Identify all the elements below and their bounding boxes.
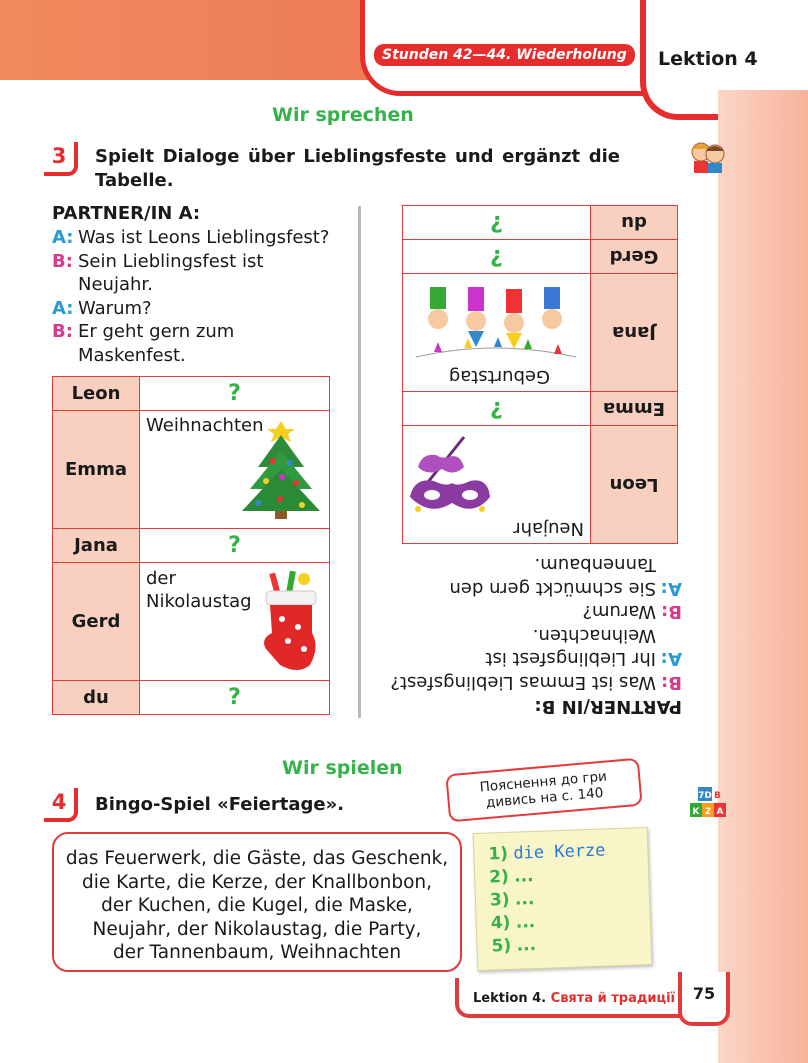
dialogue-line: B: Sein Lieblingsfest ist Neujahr. bbox=[52, 250, 264, 295]
exercise-number-4: 4 bbox=[44, 788, 78, 822]
name-cell: du bbox=[591, 206, 678, 240]
answer-text: Geburtstag bbox=[448, 366, 550, 387]
partner-b-table bbox=[402, 205, 678, 544]
bingo-line: 3) ... bbox=[489, 888, 535, 911]
partner-b-block bbox=[390, 202, 690, 718]
christmas-stocking-icon bbox=[258, 569, 328, 675]
word-line: der Tannenbaum, Weihnachten bbox=[112, 942, 402, 963]
page-number: 75 bbox=[678, 972, 730, 1026]
answer-cell bbox=[140, 563, 330, 681]
table-row bbox=[53, 681, 330, 715]
word-line: Neujahr, der Nikolaustag, die Party, bbox=[92, 918, 422, 940]
bingo-line: 4) ... bbox=[490, 911, 536, 934]
answer-cell bbox=[403, 426, 591, 544]
name-cell: Jana bbox=[591, 274, 678, 392]
svg-text:7D: 7D bbox=[698, 791, 712, 801]
letter-cubes-icon bbox=[688, 786, 728, 820]
svg-text:B: B bbox=[714, 791, 721, 801]
dialogue-line: A: Warum? bbox=[52, 297, 152, 319]
answer-cell[interactable]: ? bbox=[403, 206, 591, 240]
answer-text: der Nikolaustag bbox=[146, 568, 252, 612]
table-row bbox=[53, 411, 330, 529]
answer-cell bbox=[403, 274, 591, 392]
word-line: die Karte, die Kerze, der Knallbonbon, bbox=[81, 871, 433, 893]
footer-topic: Свята й традиції bbox=[550, 991, 676, 1006]
name-cell: Emma bbox=[53, 411, 140, 529]
answer-cell[interactable]: ? bbox=[403, 392, 591, 426]
name-cell: du bbox=[53, 681, 140, 715]
table-row bbox=[403, 426, 678, 544]
exercise-4-instruction: Bingo-Spiel «Feiertage». bbox=[95, 794, 345, 815]
partner-b-dialogue bbox=[390, 553, 682, 694]
svg-text:2: 2 bbox=[704, 807, 712, 817]
svg-text:A: A bbox=[716, 807, 724, 817]
word-line: das Feuerwerk, die Gäste, das Geschenk, bbox=[65, 848, 449, 869]
answer-cell[interactable]: ? bbox=[140, 681, 330, 715]
footer-lektion: Lektion 4. bbox=[473, 991, 547, 1006]
svg-text:K: K bbox=[692, 807, 700, 817]
children-icon bbox=[688, 136, 728, 176]
word-bank bbox=[52, 832, 462, 972]
dialogue-line: B: Was ist Emmas Lieblingsfest? bbox=[390, 672, 682, 693]
lektion-title: Lektion 4 bbox=[658, 48, 758, 70]
name-cell: Jana bbox=[53, 529, 140, 563]
footer-lesson bbox=[455, 978, 683, 1018]
table-row bbox=[403, 274, 678, 392]
right-margin-strip bbox=[718, 90, 808, 1063]
birthday-party-icon bbox=[410, 277, 582, 363]
partner-a-title: PARTNER/IN A: bbox=[52, 203, 201, 224]
name-cell: Gerd bbox=[53, 563, 140, 681]
bingo-sticky-note bbox=[473, 827, 653, 971]
stunden-badge: Stunden 42—44. Wiederholung bbox=[374, 44, 635, 66]
answer-cell[interactable]: ? bbox=[140, 529, 330, 563]
table-row bbox=[53, 563, 330, 681]
carnival-mask-icon bbox=[406, 435, 494, 527]
answer-cell[interactable]: ? bbox=[140, 377, 330, 411]
table-row bbox=[53, 529, 330, 563]
dialogue-line: B: Er geht gern zum Maskenfest. bbox=[52, 321, 235, 366]
table-row bbox=[403, 206, 678, 240]
partner-a-dialogue bbox=[52, 226, 342, 367]
dialogue-line: A: Sie schmückt gern den Tannenbaum. bbox=[449, 554, 682, 599]
exercise-3-instruction: Spielt Dialoge über Lieblingsfeste und ergänzt die Tabelle. bbox=[95, 146, 620, 191]
name-cell: Emma bbox=[591, 392, 678, 426]
column-divider bbox=[358, 206, 361, 718]
section-heading-sprechen: Wir sprechen bbox=[272, 104, 414, 126]
name-cell: Leon bbox=[591, 426, 678, 544]
christmas-tree-icon bbox=[238, 417, 324, 521]
answer-text: Weihnachten bbox=[146, 415, 264, 436]
answer-cell[interactable]: ? bbox=[403, 240, 591, 274]
answer-text: Neujahr bbox=[513, 518, 584, 539]
answer-cell bbox=[140, 411, 330, 529]
dialogue-line: A: Ihr Lieblingsfest ist Weihnachten. bbox=[485, 625, 682, 670]
partner-b-title: PARTNER/IN B: bbox=[534, 696, 682, 717]
bingo-line: 1) die Kerze bbox=[488, 840, 606, 865]
exercise-number-3: 3 bbox=[44, 142, 78, 176]
name-cell: Gerd bbox=[591, 240, 678, 274]
word-line: der Kuchen, die Kugel, die Maske, bbox=[101, 895, 413, 916]
game-rules-note: Пояснення до гри дивись на с. 140 bbox=[445, 758, 642, 823]
table-row bbox=[53, 377, 330, 411]
bingo-line: 2) ... bbox=[488, 866, 534, 888]
name-cell: Leon bbox=[53, 377, 140, 411]
table-row bbox=[403, 240, 678, 274]
section-heading-spielen: Wir spielen bbox=[282, 757, 403, 779]
dialogue-line: A: Was ist Leons Lieblingsfest? bbox=[52, 227, 330, 248]
bingo-line: 5) ... bbox=[491, 934, 537, 957]
table-row bbox=[403, 392, 678, 426]
partner-a-table bbox=[52, 376, 330, 715]
dialogue-line: B: Warum? bbox=[582, 601, 682, 623]
